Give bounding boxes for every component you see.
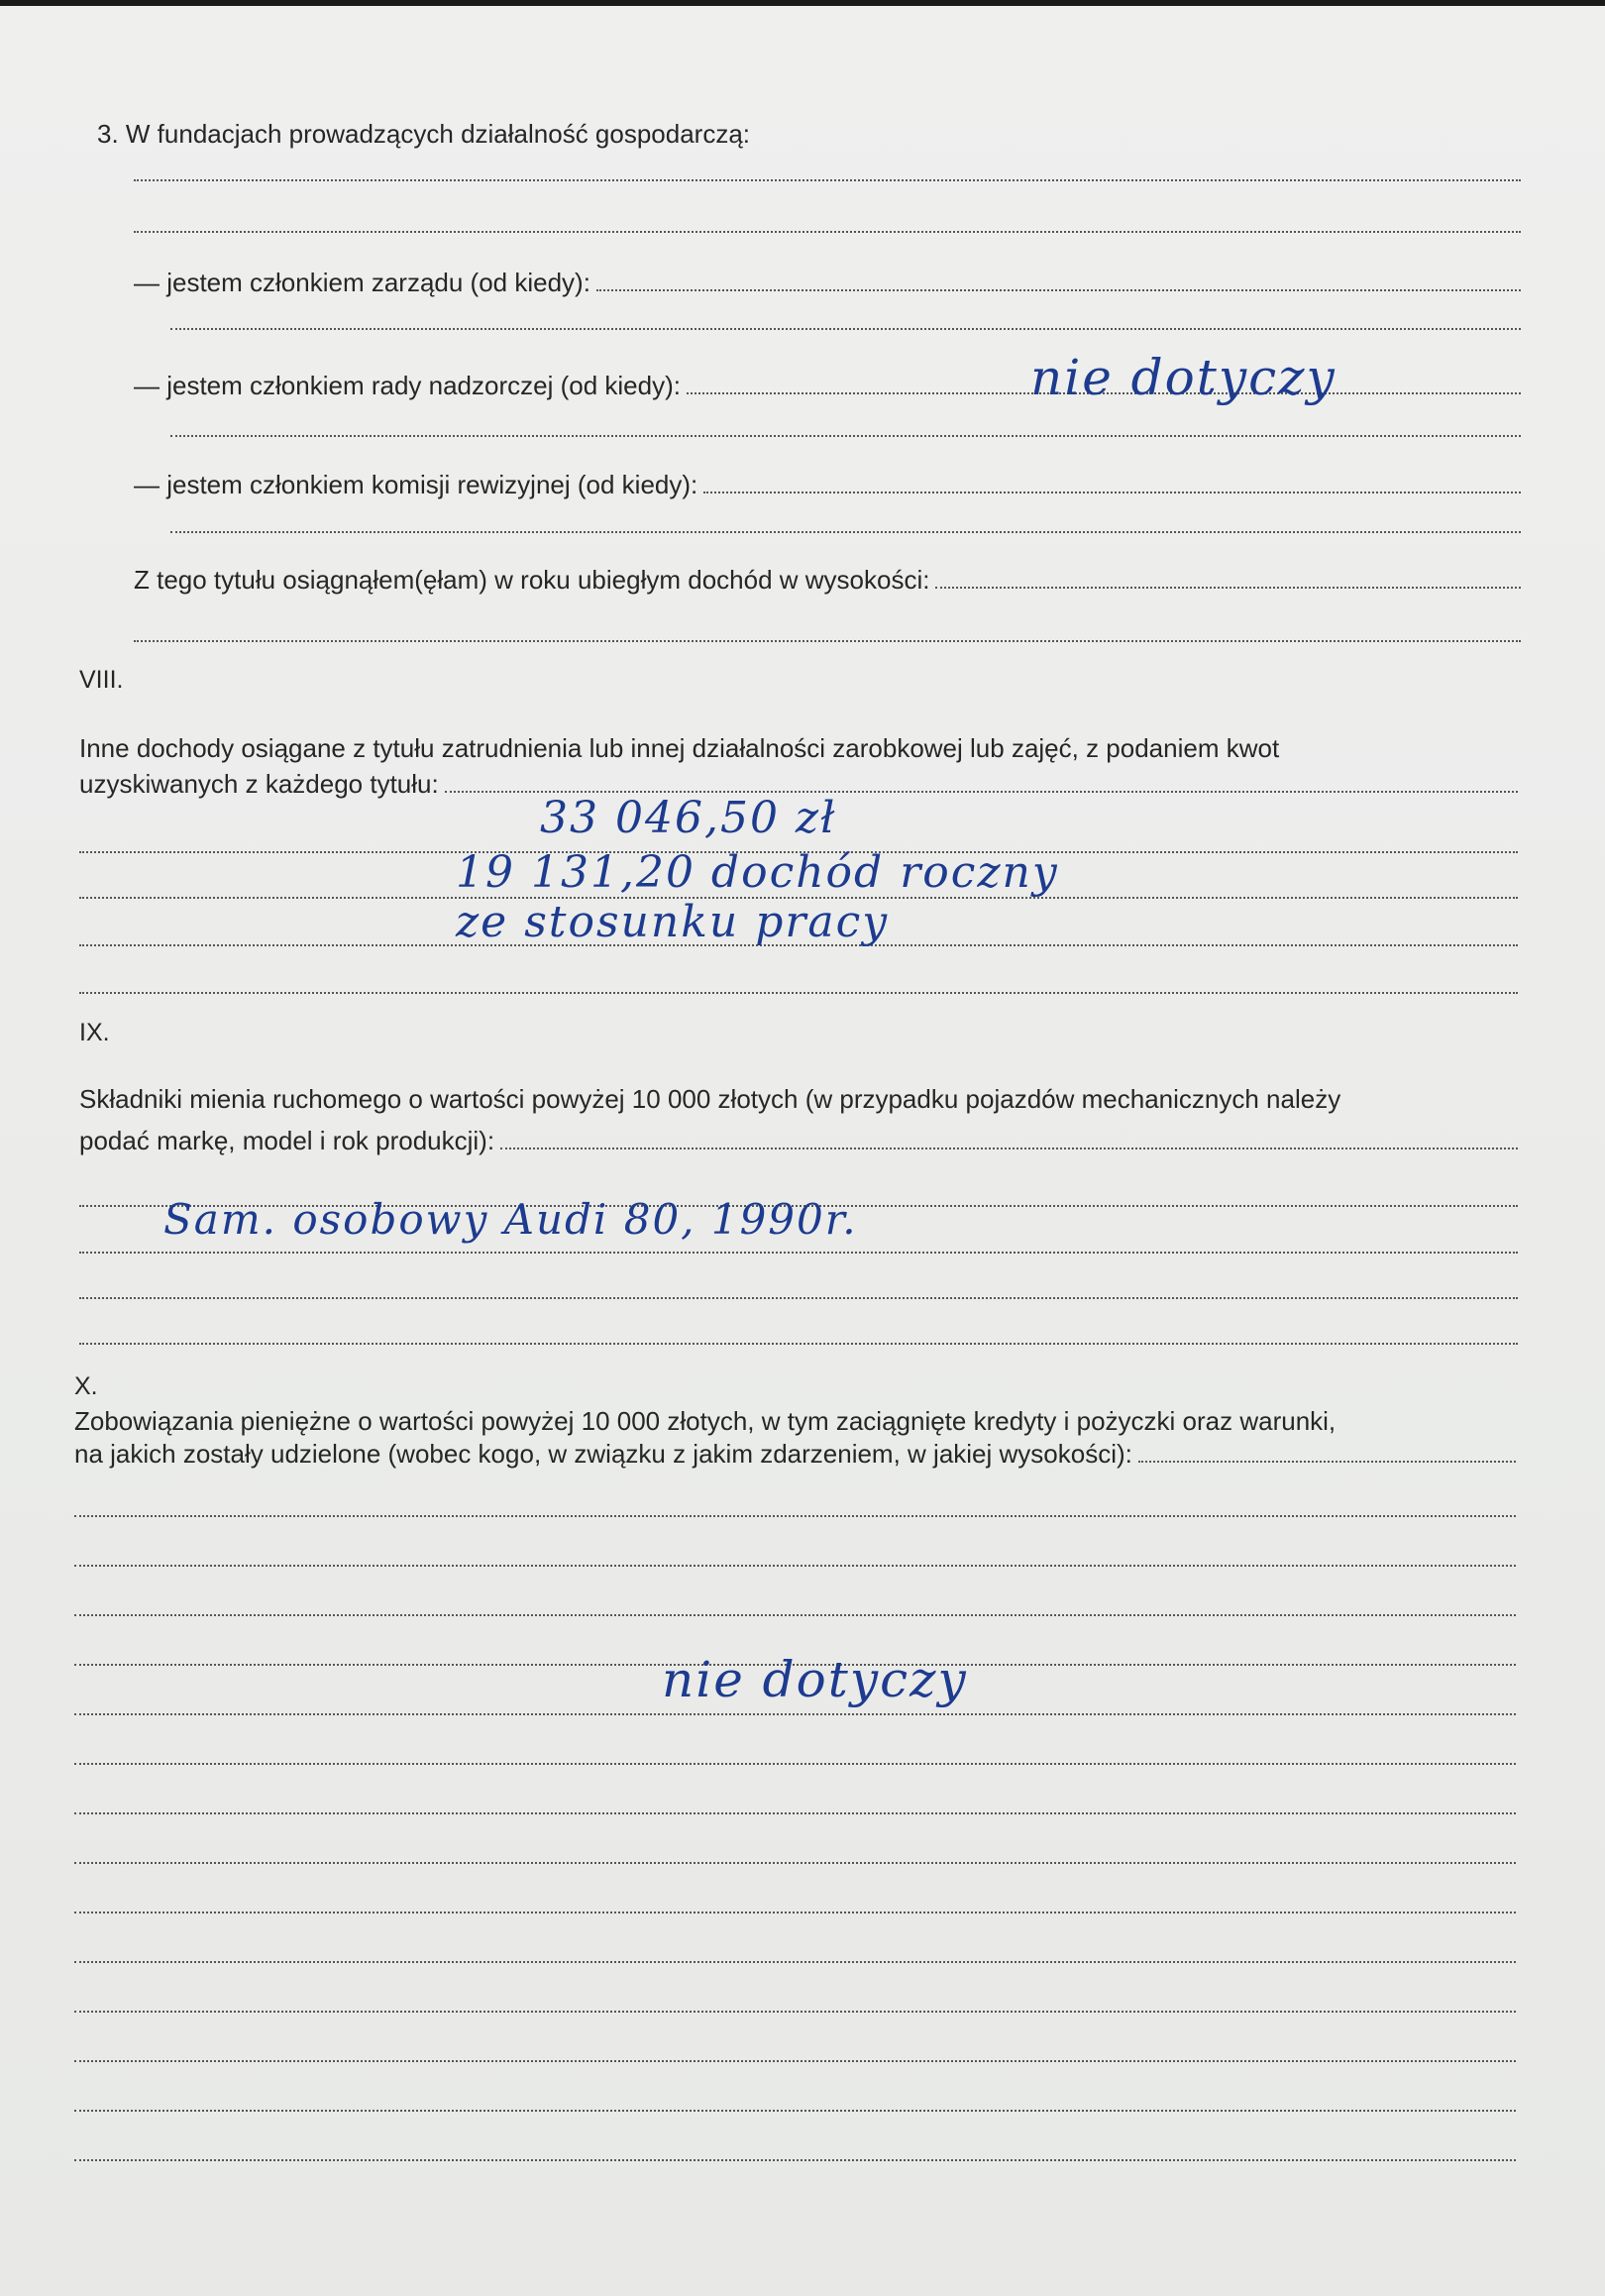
- dotted-line: [79, 1296, 1518, 1299]
- dotted-line: [74, 1613, 1516, 1616]
- dotted-line: [170, 530, 1521, 533]
- dotted-line: [74, 2109, 1516, 2112]
- handwritten-income-amount: 33 046,50 zł: [540, 793, 837, 843]
- section-10-text-cont: na jakich zostały udzielone (wobec kogo, w związku z jakim zdarzeniem, w jakiej wysokości):: [74, 1439, 1132, 1469]
- income-row: [134, 557, 1521, 597]
- section-9-text: Składniki mienia ruchomego o wartości powyżej 10 000 złotych (w przypadku pojazdów mechanicznych należy: [79, 1084, 1341, 1114]
- dotted-line: [74, 1911, 1516, 1913]
- handwritten-not-applicable-2: nie dotyczy: [662, 1651, 968, 1708]
- handwritten-income-annual: 19 131,20 dochód roczny: [456, 847, 1059, 898]
- dotted-line: [74, 1960, 1516, 1963]
- audit-label: — jestem członkiem komisji rewizyjnej (od kiedy):: [134, 470, 698, 499]
- handwritten-income-source: ze stosunku pracy: [456, 897, 890, 947]
- section-10-row: [74, 1431, 1516, 1471]
- dotted-line: [74, 1564, 1516, 1567]
- audit-row: [134, 462, 1521, 501]
- dotted-line: [134, 639, 1521, 642]
- dotted-line: [79, 991, 1518, 994]
- management-label: — jestem członkiem zarządu (od kiedy):: [134, 268, 590, 297]
- section-3-title: 3. W fundacjach prowadzących działalność gospodarczą:: [97, 119, 751, 149]
- dotted-line: [79, 1251, 1518, 1254]
- dotted-line: [596, 288, 1521, 291]
- dotted-line: [74, 2158, 1516, 2161]
- supervisory-label: — jestem członkiem rady nadzorczej (od kiedy):: [134, 371, 681, 400]
- scan-edge: [0, 0, 1605, 6]
- management-row: [134, 260, 1521, 299]
- dotted-line: [500, 1147, 1518, 1149]
- section-10-text: Zobowiązania pieniężne o wartości powyżej 10 000 złotych, w tym zaciągnięte kredyty i pożyczki oraz warunki,: [74, 1406, 1337, 1436]
- dotted-line: [74, 1514, 1516, 1517]
- section-8-text-cont: uzyskiwanych z każdego tytułu:: [79, 769, 439, 799]
- handwritten-vehicle: Sam. osobowy Audi 80, 1990r.: [163, 1195, 858, 1244]
- section-10-number: X.: [74, 1372, 98, 1400]
- dotted-line: [134, 230, 1521, 233]
- income-label: Z tego tytułu osiągnąłem(ęłam) w roku ubiegłym dochód w wysokości:: [134, 565, 930, 595]
- section-9-row: [79, 1118, 1518, 1157]
- section-8-text: Inne dochody osiągane z tytułu zatrudnienia lub innej działalności zarobkowej lub zajęć, z podaniem kwot: [79, 733, 1280, 763]
- dotted-line: [74, 1712, 1516, 1715]
- dotted-line: [74, 1811, 1516, 1814]
- dotted-line: [1138, 1460, 1516, 1463]
- dotted-line: [134, 178, 1521, 181]
- handwritten-not-applicable-1: nie dotyczy: [1030, 349, 1337, 406]
- dotted-line: [74, 1762, 1516, 1765]
- section-9-number: IX.: [79, 1019, 110, 1046]
- dotted-line: [170, 327, 1521, 330]
- dotted-line: [935, 586, 1521, 589]
- dotted-line: [703, 491, 1521, 493]
- dotted-line: [74, 2010, 1516, 2013]
- section-9-text-cont: podać markę, model i rok produkcji):: [79, 1126, 495, 1155]
- dotted-line: [74, 1861, 1516, 1864]
- dotted-line: [74, 2059, 1516, 2062]
- section-8-number: VIII.: [79, 666, 124, 694]
- dotted-line: [170, 434, 1521, 437]
- dotted-line: [79, 1342, 1518, 1345]
